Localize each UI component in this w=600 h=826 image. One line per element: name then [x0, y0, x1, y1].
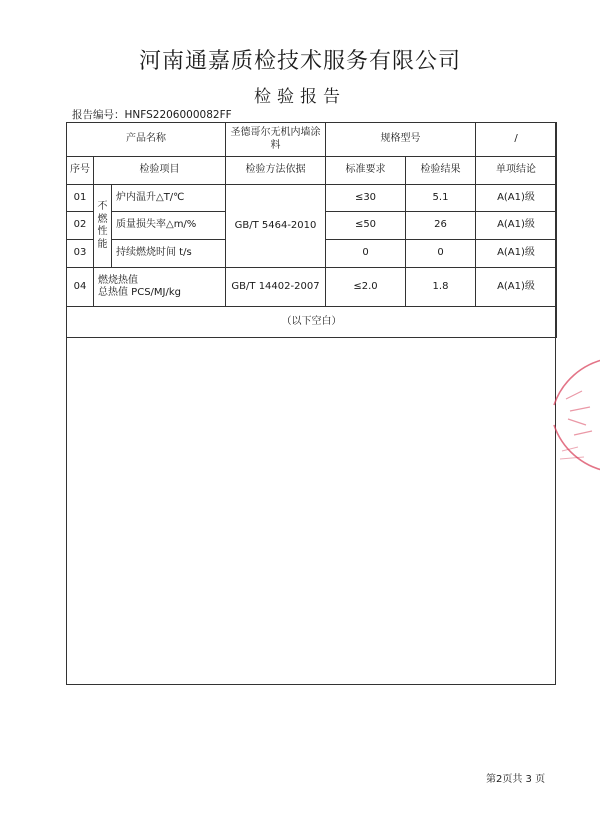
- col-item-header: 检验项目: [94, 157, 226, 185]
- row-item-line2: 总热值 PCS/MJ/kg: [98, 287, 181, 298]
- header-row: [67, 157, 557, 185]
- company-name: 河南通嘉质检技术服务有限公司: [138, 49, 461, 74]
- row-conclusion: A(A1)级: [476, 268, 557, 307]
- row-conclusion: A(A1)级: [476, 240, 557, 268]
- row-conclusion: A(A1)级: [476, 185, 557, 212]
- row-result: 5.1: [406, 185, 476, 212]
- row-result: 26: [406, 212, 476, 240]
- row-seq: 03: [67, 240, 94, 268]
- page-number: 第2页共 3 页: [486, 774, 546, 785]
- model-value: /: [476, 123, 557, 157]
- row-result: 1.8: [406, 268, 476, 307]
- col-method-header: 检验方法依据: [226, 157, 326, 185]
- col-requirement-header: 标准要求: [326, 157, 406, 185]
- row-requirement: 0: [326, 240, 406, 268]
- row-item: [94, 268, 226, 307]
- table-row: [67, 268, 557, 307]
- inspection-table: [66, 122, 557, 338]
- row-conclusion: A(A1)级: [476, 212, 557, 240]
- row-seq: 04: [67, 268, 94, 307]
- col-result-header: 检验结果: [406, 157, 476, 185]
- blank-note: （以下空白）: [67, 307, 557, 338]
- method-gb14402: GB/T 14402-2007: [226, 268, 326, 307]
- product-row: [67, 123, 557, 157]
- product-name-value: 圣德哥尔无机内墙涂料: [226, 123, 326, 157]
- row-requirement: ≤30: [326, 185, 406, 212]
- product-name-label: 产品名称: [67, 123, 226, 157]
- row-requirement: ≤2.0: [326, 268, 406, 307]
- row-seq: 01: [67, 185, 94, 212]
- row-item: 炉内温升△T/℃: [112, 185, 226, 212]
- group-label-noncombustibility: 不 燃 性 能: [94, 185, 112, 268]
- table-row: [67, 185, 557, 212]
- report-number-label: 报告编号：: [72, 109, 125, 121]
- model-label: 规格型号: [326, 123, 476, 157]
- col-seq-header: 序号: [67, 157, 94, 185]
- report-number-value: HNFS2206000082FF: [124, 109, 232, 121]
- row-result: 0: [406, 240, 476, 268]
- report-number: [72, 107, 232, 122]
- seal-stamp-partial: [548, 355, 600, 475]
- row-seq: 02: [67, 212, 94, 240]
- document-title: 检验报告: [254, 87, 346, 107]
- row-item-line1: 燃烧热值: [98, 274, 138, 286]
- row-item: 持续燃烧时间 t/s: [112, 240, 226, 268]
- row-requirement: ≤50: [326, 212, 406, 240]
- method-gb5464: GB/T 5464-2010: [226, 185, 326, 268]
- blank-note-row: [67, 307, 557, 338]
- row-item: 质量损失率△m/%: [112, 212, 226, 240]
- col-conclusion-header: 单项结论: [476, 157, 557, 185]
